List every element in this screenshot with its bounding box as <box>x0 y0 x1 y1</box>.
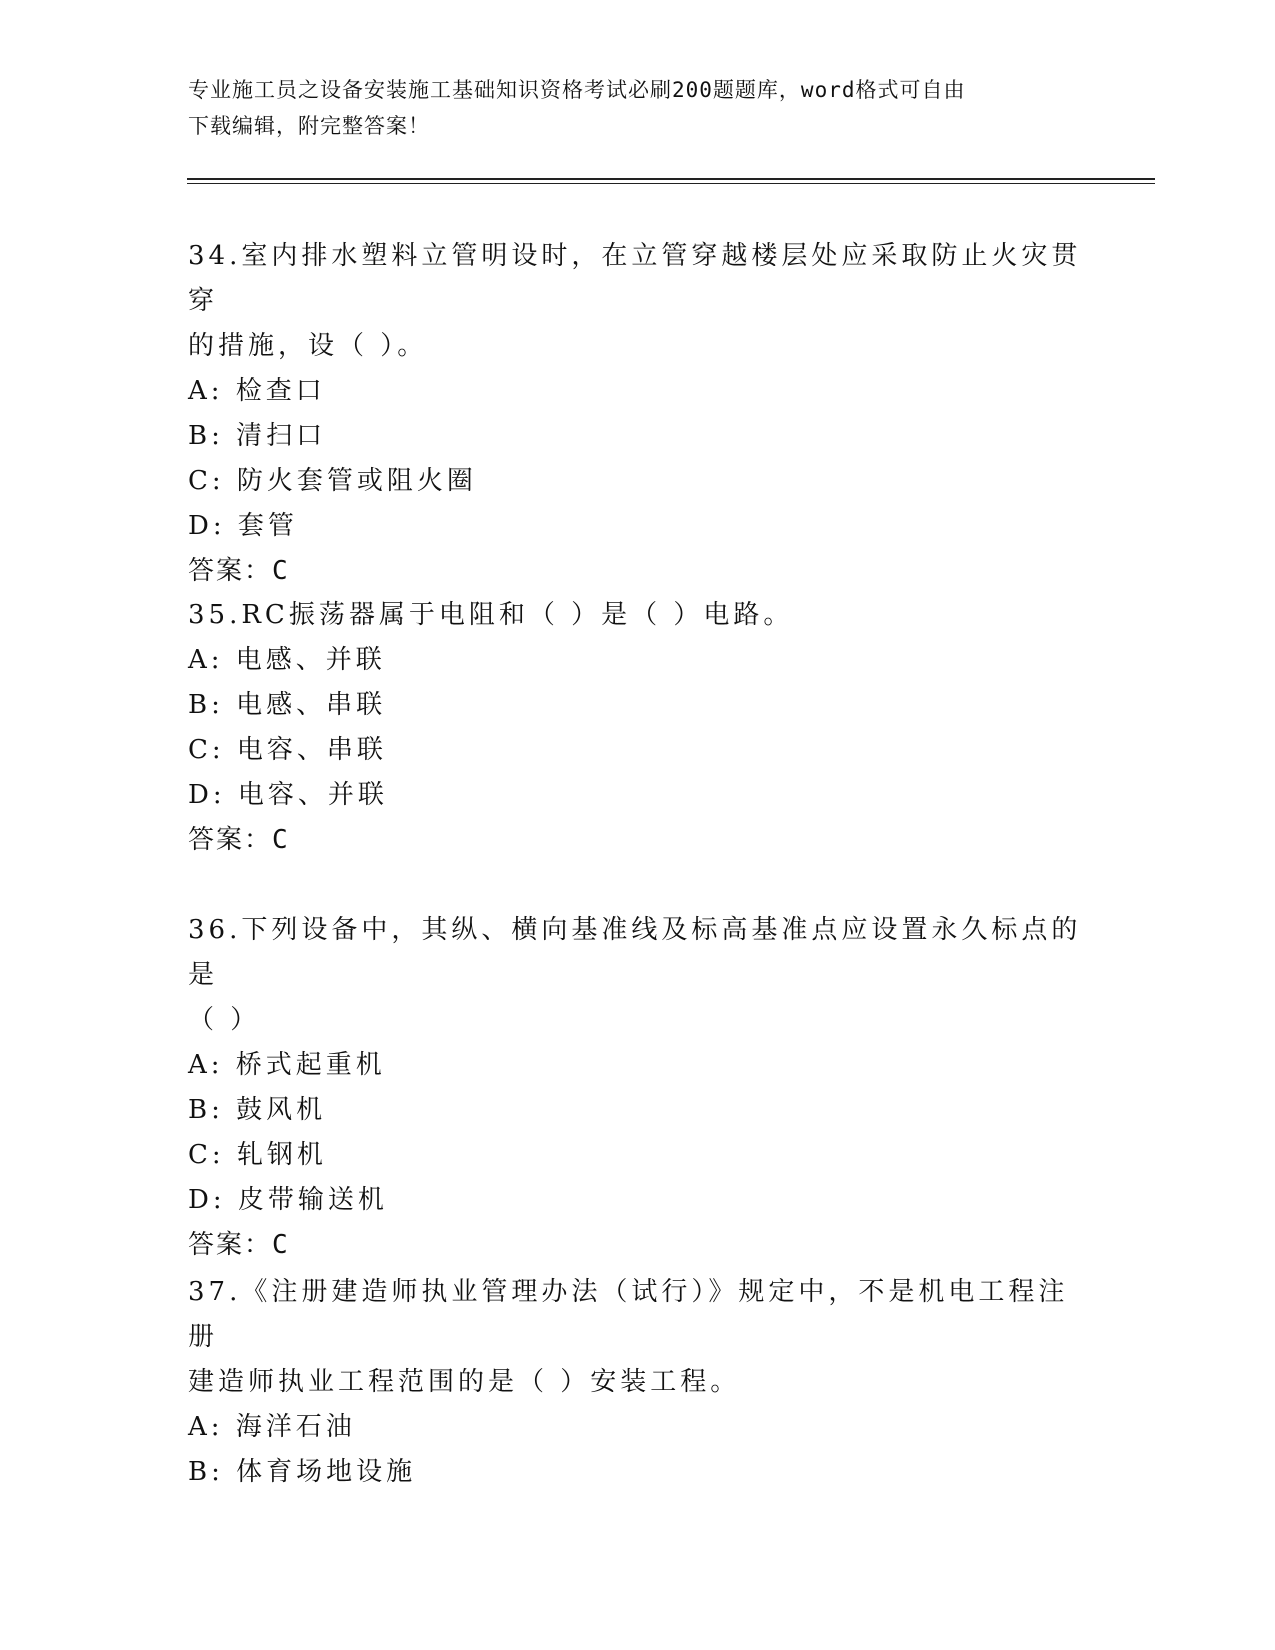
option-a: A: 桥式起重机 <box>188 1050 386 1080</box>
question-text-line-1: 37.《注册建造师执业管理办法（试行）》规定中，不是机电工程注册 <box>188 1277 1069 1352</box>
option-a: A: 电感、并联 <box>188 645 386 675</box>
option-b: B: 电感、串联 <box>188 690 387 720</box>
option-d: D: 皮带输送机 <box>188 1185 388 1215</box>
option-b: B: 体育场地设施 <box>188 1457 417 1487</box>
header-line-1: 专业施工员之设备安装施工基础知识资格考试必刷200题题库，word格式可自由 <box>188 78 966 102</box>
question-text-line-2: 的措施，设（ ）。 <box>188 331 428 361</box>
option-c: C: 轧钢机 <box>188 1140 327 1170</box>
option-a: A: 海洋石油 <box>188 1412 356 1442</box>
question-34 <box>188 234 1088 594</box>
question-35 <box>188 593 1088 863</box>
option-a: A: 检查口 <box>188 376 326 406</box>
option-c: C: 防火套管或阻火圈 <box>188 466 477 496</box>
document-header <box>188 72 1068 144</box>
option-b: B: 清扫口 <box>188 421 327 451</box>
question-36 <box>188 908 1088 1268</box>
header-divider-thick <box>187 178 1155 180</box>
question-text-line-2: （ ） <box>188 1005 261 1035</box>
answer: 答案：C <box>188 1230 290 1260</box>
answer: 答案：C <box>188 556 290 586</box>
question-text-line-1: 35.RC振荡器属于电阻和（ ）是（ ）电路。 <box>188 600 794 630</box>
question-text-line-2: 建造师执业工程范围的是（ ）安装工程。 <box>188 1367 741 1397</box>
option-d: D: 电容、并联 <box>188 780 388 810</box>
header-divider-thin <box>187 183 1155 184</box>
option-b: B: 鼓风机 <box>188 1095 327 1125</box>
question-37 <box>188 1270 1088 1495</box>
question-text-line-1: 36.下列设备中，其纵、横向基准线及标高基准点应设置永久标点的是 <box>188 915 1082 990</box>
option-d: D: 套管 <box>188 511 298 541</box>
answer: 答案：C <box>188 825 290 855</box>
question-text-line-1: 34.室内排水塑料立管明设时，在立管穿越楼层处应采取防止火灾贯穿 <box>188 241 1082 316</box>
option-c: C: 电容、串联 <box>188 735 387 765</box>
header-line-2: 下载编辑，附完整答案！ <box>188 114 430 138</box>
